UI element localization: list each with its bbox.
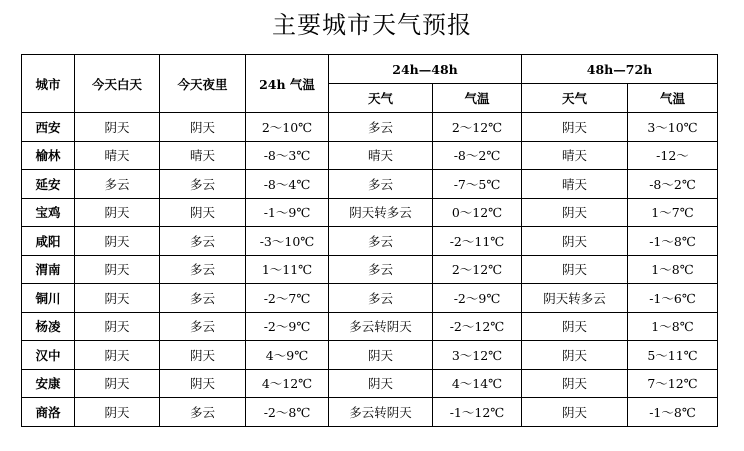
weather-48h-cell: 多云 — [329, 255, 433, 284]
city-cell: 渭南 — [22, 255, 75, 284]
temp-48h-cell: 3～12℃ — [433, 341, 522, 370]
city-cell: 铜川 — [22, 284, 75, 313]
today-night-cell: 多云 — [160, 227, 246, 256]
weather-48h-cell: 阴天转多云 — [329, 198, 433, 227]
table-row — [22, 398, 718, 427]
weather-72h-cell: 阴天 — [522, 255, 628, 284]
weather-48h-cell: 多云转阴天 — [329, 398, 433, 427]
weather-72h-cell: 阴天 — [522, 369, 628, 398]
weather-48h-cell: 多云 — [329, 284, 433, 313]
city-cell: 安康 — [22, 369, 75, 398]
weather-72h-cell: 阴天 — [522, 341, 628, 370]
temp-24h-cell: -2～9℃ — [246, 312, 329, 341]
today-night-cell: 多云 — [160, 312, 246, 341]
header-group-24-48h: 24h—48h — [329, 55, 522, 84]
today-day-cell: 阴天 — [75, 198, 160, 227]
weather-72h-cell: 阴天 — [522, 312, 628, 341]
temp-48h-cell: -8～2℃ — [433, 141, 522, 170]
today-day-cell: 晴天 — [75, 141, 160, 170]
temp-72h-cell: -1～8℃ — [628, 398, 718, 427]
table-row — [22, 170, 718, 199]
temp-72h-cell: 1～8℃ — [628, 255, 718, 284]
weather-48h-cell: 多云转阴天 — [329, 312, 433, 341]
temp-48h-cell: 2～12℃ — [433, 255, 522, 284]
table-row — [22, 113, 718, 142]
today-night-cell: 阴天 — [160, 369, 246, 398]
temp-24h-cell: 2～10℃ — [246, 113, 329, 142]
today-day-cell: 多云 — [75, 170, 160, 199]
temp-24h-cell: -3～10℃ — [246, 227, 329, 256]
city-cell: 咸阳 — [22, 227, 75, 256]
today-night-cell: 多云 — [160, 255, 246, 284]
weather-48h-cell: 晴天 — [329, 141, 433, 170]
weather-72h-cell: 阴天转多云 — [522, 284, 628, 313]
today-day-cell: 阴天 — [75, 227, 160, 256]
city-cell: 杨凌 — [22, 312, 75, 341]
today-day-cell: 阴天 — [75, 284, 160, 313]
table-row — [22, 284, 718, 313]
temp-24h-cell: 4～12℃ — [246, 369, 329, 398]
weather-72h-cell: 阴天 — [522, 198, 628, 227]
today-day-cell: 阴天 — [75, 369, 160, 398]
header-today-night: 今天夜里 — [160, 55, 246, 113]
today-day-cell: 阴天 — [75, 341, 160, 370]
temp-48h-cell: -7～5℃ — [433, 170, 522, 199]
today-day-cell: 阴天 — [75, 312, 160, 341]
city-cell: 汉中 — [22, 341, 75, 370]
city-cell: 宝鸡 — [22, 198, 75, 227]
temp-48h-cell: -2～12℃ — [433, 312, 522, 341]
city-cell: 西安 — [22, 113, 75, 142]
temp-72h-cell: -12～ — [628, 141, 718, 170]
temp-72h-cell: -8～2℃ — [628, 170, 718, 199]
table-body — [22, 113, 718, 427]
table-row — [22, 255, 718, 284]
table-row — [22, 369, 718, 398]
temp-48h-cell: -2～11℃ — [433, 227, 522, 256]
header-row-top — [22, 55, 718, 84]
header-weather-48h: 天气 — [329, 84, 433, 113]
weather-72h-cell: 晴天 — [522, 141, 628, 170]
weather-72h-cell: 阴天 — [522, 227, 628, 256]
temp-72h-cell: 5～11℃ — [628, 341, 718, 370]
temp-72h-cell: -1～6℃ — [628, 284, 718, 313]
weather-72h-cell: 阴天 — [522, 398, 628, 427]
temp-24h-cell: -1～9℃ — [246, 198, 329, 227]
weather-48h-cell: 多云 — [329, 113, 433, 142]
header-group-48-72h: 48h—72h — [522, 55, 718, 84]
temp-24h-cell: 4～9℃ — [246, 341, 329, 370]
header-temperature-48h: 气温 — [433, 84, 522, 113]
today-night-cell: 晴天 — [160, 141, 246, 170]
weather-48h-cell: 多云 — [329, 227, 433, 256]
temp-72h-cell: 3～10℃ — [628, 113, 718, 142]
header-today-day: 今天白天 — [75, 55, 160, 113]
temp-24h-cell: -2～7℃ — [246, 284, 329, 313]
forecast-table — [21, 54, 718, 427]
header-temp-24h: 24h 气温 — [246, 55, 329, 113]
temp-24h-cell: -8～3℃ — [246, 141, 329, 170]
city-cell: 榆林 — [22, 141, 75, 170]
weather-48h-cell: 多云 — [329, 170, 433, 199]
temp-72h-cell: 1～7℃ — [628, 198, 718, 227]
table-row — [22, 312, 718, 341]
today-night-cell: 多云 — [160, 170, 246, 199]
temp-24h-cell: 1～11℃ — [246, 255, 329, 284]
weather-72h-cell: 阴天 — [522, 113, 628, 142]
temp-48h-cell: 2～12℃ — [433, 113, 522, 142]
header-temperature-72h: 气温 — [628, 84, 718, 113]
temp-48h-cell: 4～14℃ — [433, 369, 522, 398]
weather-48h-cell: 阴天 — [329, 369, 433, 398]
temp-48h-cell: 0～12℃ — [433, 198, 522, 227]
today-day-cell: 阴天 — [75, 398, 160, 427]
today-day-cell: 阴天 — [75, 255, 160, 284]
today-night-cell: 阴天 — [160, 113, 246, 142]
temp-72h-cell: 7～12℃ — [628, 369, 718, 398]
temp-24h-cell: -8～4℃ — [246, 170, 329, 199]
today-night-cell: 阴天 — [160, 341, 246, 370]
temp-72h-cell: -1～8℃ — [628, 227, 718, 256]
today-night-cell: 阴天 — [160, 198, 246, 227]
today-night-cell: 多云 — [160, 284, 246, 313]
table-row — [22, 198, 718, 227]
city-cell: 商洛 — [22, 398, 75, 427]
header-city: 城市 — [22, 55, 75, 113]
header-weather-72h: 天气 — [522, 84, 628, 113]
today-day-cell: 阴天 — [75, 113, 160, 142]
table-row — [22, 227, 718, 256]
weather-48h-cell: 阴天 — [329, 341, 433, 370]
temp-48h-cell: -2～9℃ — [433, 284, 522, 313]
temp-72h-cell: 1～8℃ — [628, 312, 718, 341]
page-title: 主要城市天气预报 — [272, 11, 472, 39]
table-row — [22, 141, 718, 170]
today-night-cell: 多云 — [160, 398, 246, 427]
weather-72h-cell: 晴天 — [522, 170, 628, 199]
temp-24h-cell: -2～8℃ — [246, 398, 329, 427]
city-cell: 延安 — [22, 170, 75, 199]
table-row — [22, 341, 718, 370]
temp-48h-cell: -1～12℃ — [433, 398, 522, 427]
